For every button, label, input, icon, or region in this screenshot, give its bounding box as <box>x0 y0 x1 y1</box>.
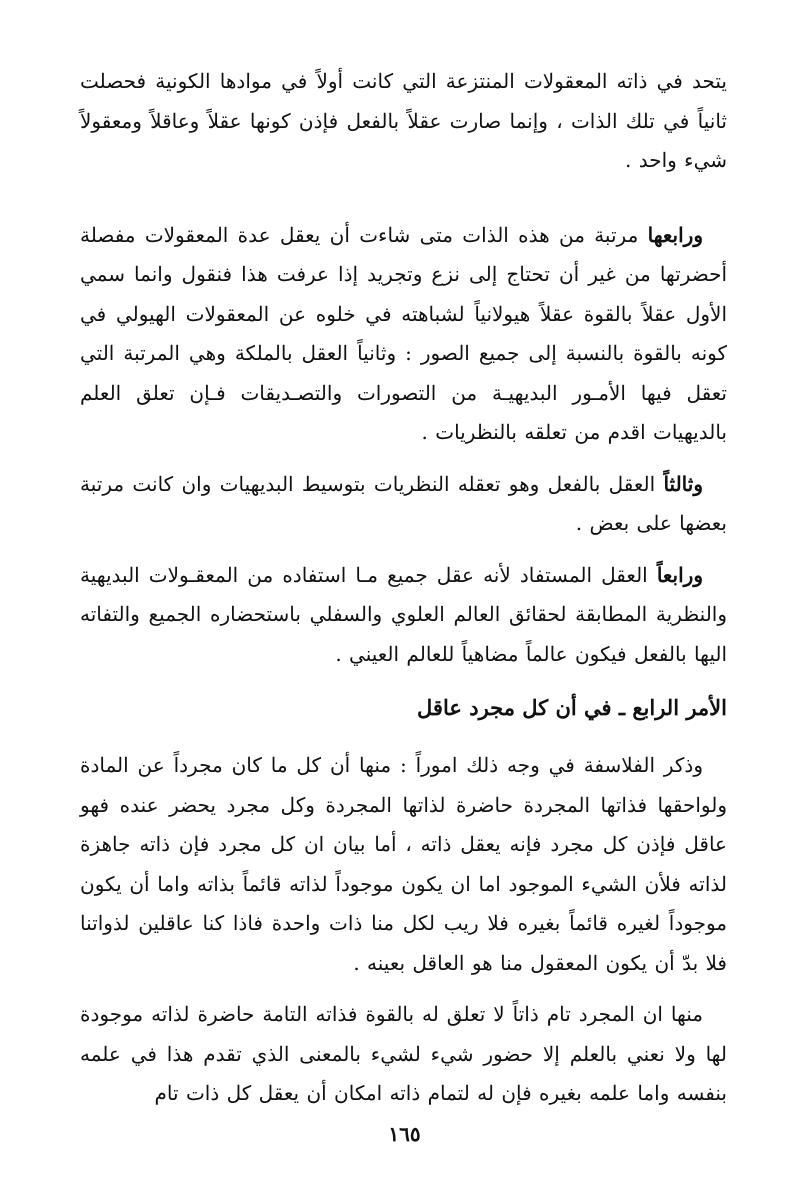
paragraph-text: يتحد في ذاته المعقولات المنتزعة التي كانت أولاً في موادها الكونية فحصلت ثانياً في تلك الذات ، وإنما صارت عقلاً بالفعل فإذن كونها عقلاً وعاقلاً ومعقولاً شيء واحد . <box>80 69 727 172</box>
paragraph-abstract-complete <box>80 995 727 1114</box>
paragraph-fourth <box>80 556 727 675</box>
paragraph-fourth-rank <box>80 216 727 453</box>
paragraph-lead-word: ورابعاً <box>656 562 703 587</box>
paragraph-text: منها ان المجرد تام ذاتاً لا تعلق له بالقوة فذاته التامة حاضرة لذاته موجودة لها ولا نعني بالعلم إلا حضور شيء لشيء بالمعنى الذي تقدم هذا في علمه بنفسه واما علمه بغيره فإن له لتمام ذاته امكان أن يعقل كل ذات تام <box>80 1002 727 1105</box>
paragraph-text: وذكر الفلاسفة في وجه ذلك اموراً : منها أن كل ما كان مجرداً عن المادة ولواحقها فذاتها المجردة حاضرة لذاتها المجردة وكل مجرد يحضر عنده فهو عاقل فإذن كل مجرد فإنه يعقل ذاته ، أما بيان ان كل مجرد فإن ذاته جاهزة لذاته فلأن الشيء الموجود اما ان يكون موجوداً لذاته قائماً بذاته واما أن يكون موجوداً لغيره قائماً بغيره فلا ريب لكل منا ذات واحدة فاذا كنا عاقلين لذواتنا فلا بدّ أن يكون المعقول منا هو العاقل بعينه . <box>80 753 727 975</box>
paragraph-lead-word: ورابعها <box>647 222 703 247</box>
paragraph-text: مرتبة من هذه الذات متى شاءت أن يعقل عدة المعقولات مفصلة أحضرتها من غير أن تحتاج إلى نزع وتجريد إذا عرفت هذا فنقول وانما سمي الأول عقلاً بالقوة عقلاً هيولانياً لشباهته في خلوه عن المعقولات الهيولي في كونه بالقوة بالنسبة إلى جميع الصور : وثانياً العقل بالملكة وهي المرتبة التي تعقل فيها الأمـور البديهيـة من التصورات والتصـديقات فـإن تعلق العلم بالديهيات اقدم من تعلقه بالنظريات . <box>80 222 727 444</box>
paragraph-philosophers <box>80 746 727 983</box>
paragraph-lead-word: وثالثاً <box>663 471 703 496</box>
page-number: ١٦٥ <box>388 1122 421 1146</box>
paragraph-third <box>80 465 727 544</box>
paragraph-continuation <box>80 62 727 181</box>
paragraph-text: العقل بالفعل وهو تعقله النظريات بتوسيط البديهيات وان كانت مرتبة بعضها على بعض . <box>80 471 727 535</box>
paragraph-text: العقل المستفاد لأنه عقل جميع مـا استفاده من المعقـولات البديهية والنظرية المطابقة لحقائق العالم العلوي والسفلي باستحضاره الجميع والتفاته اليها بالفعل فيكون عالماً مضاهياً للعالم العيني . <box>80 562 727 666</box>
section-heading: الأمر الرابع ـ في أن كل مجرد عاقل <box>417 695 727 720</box>
